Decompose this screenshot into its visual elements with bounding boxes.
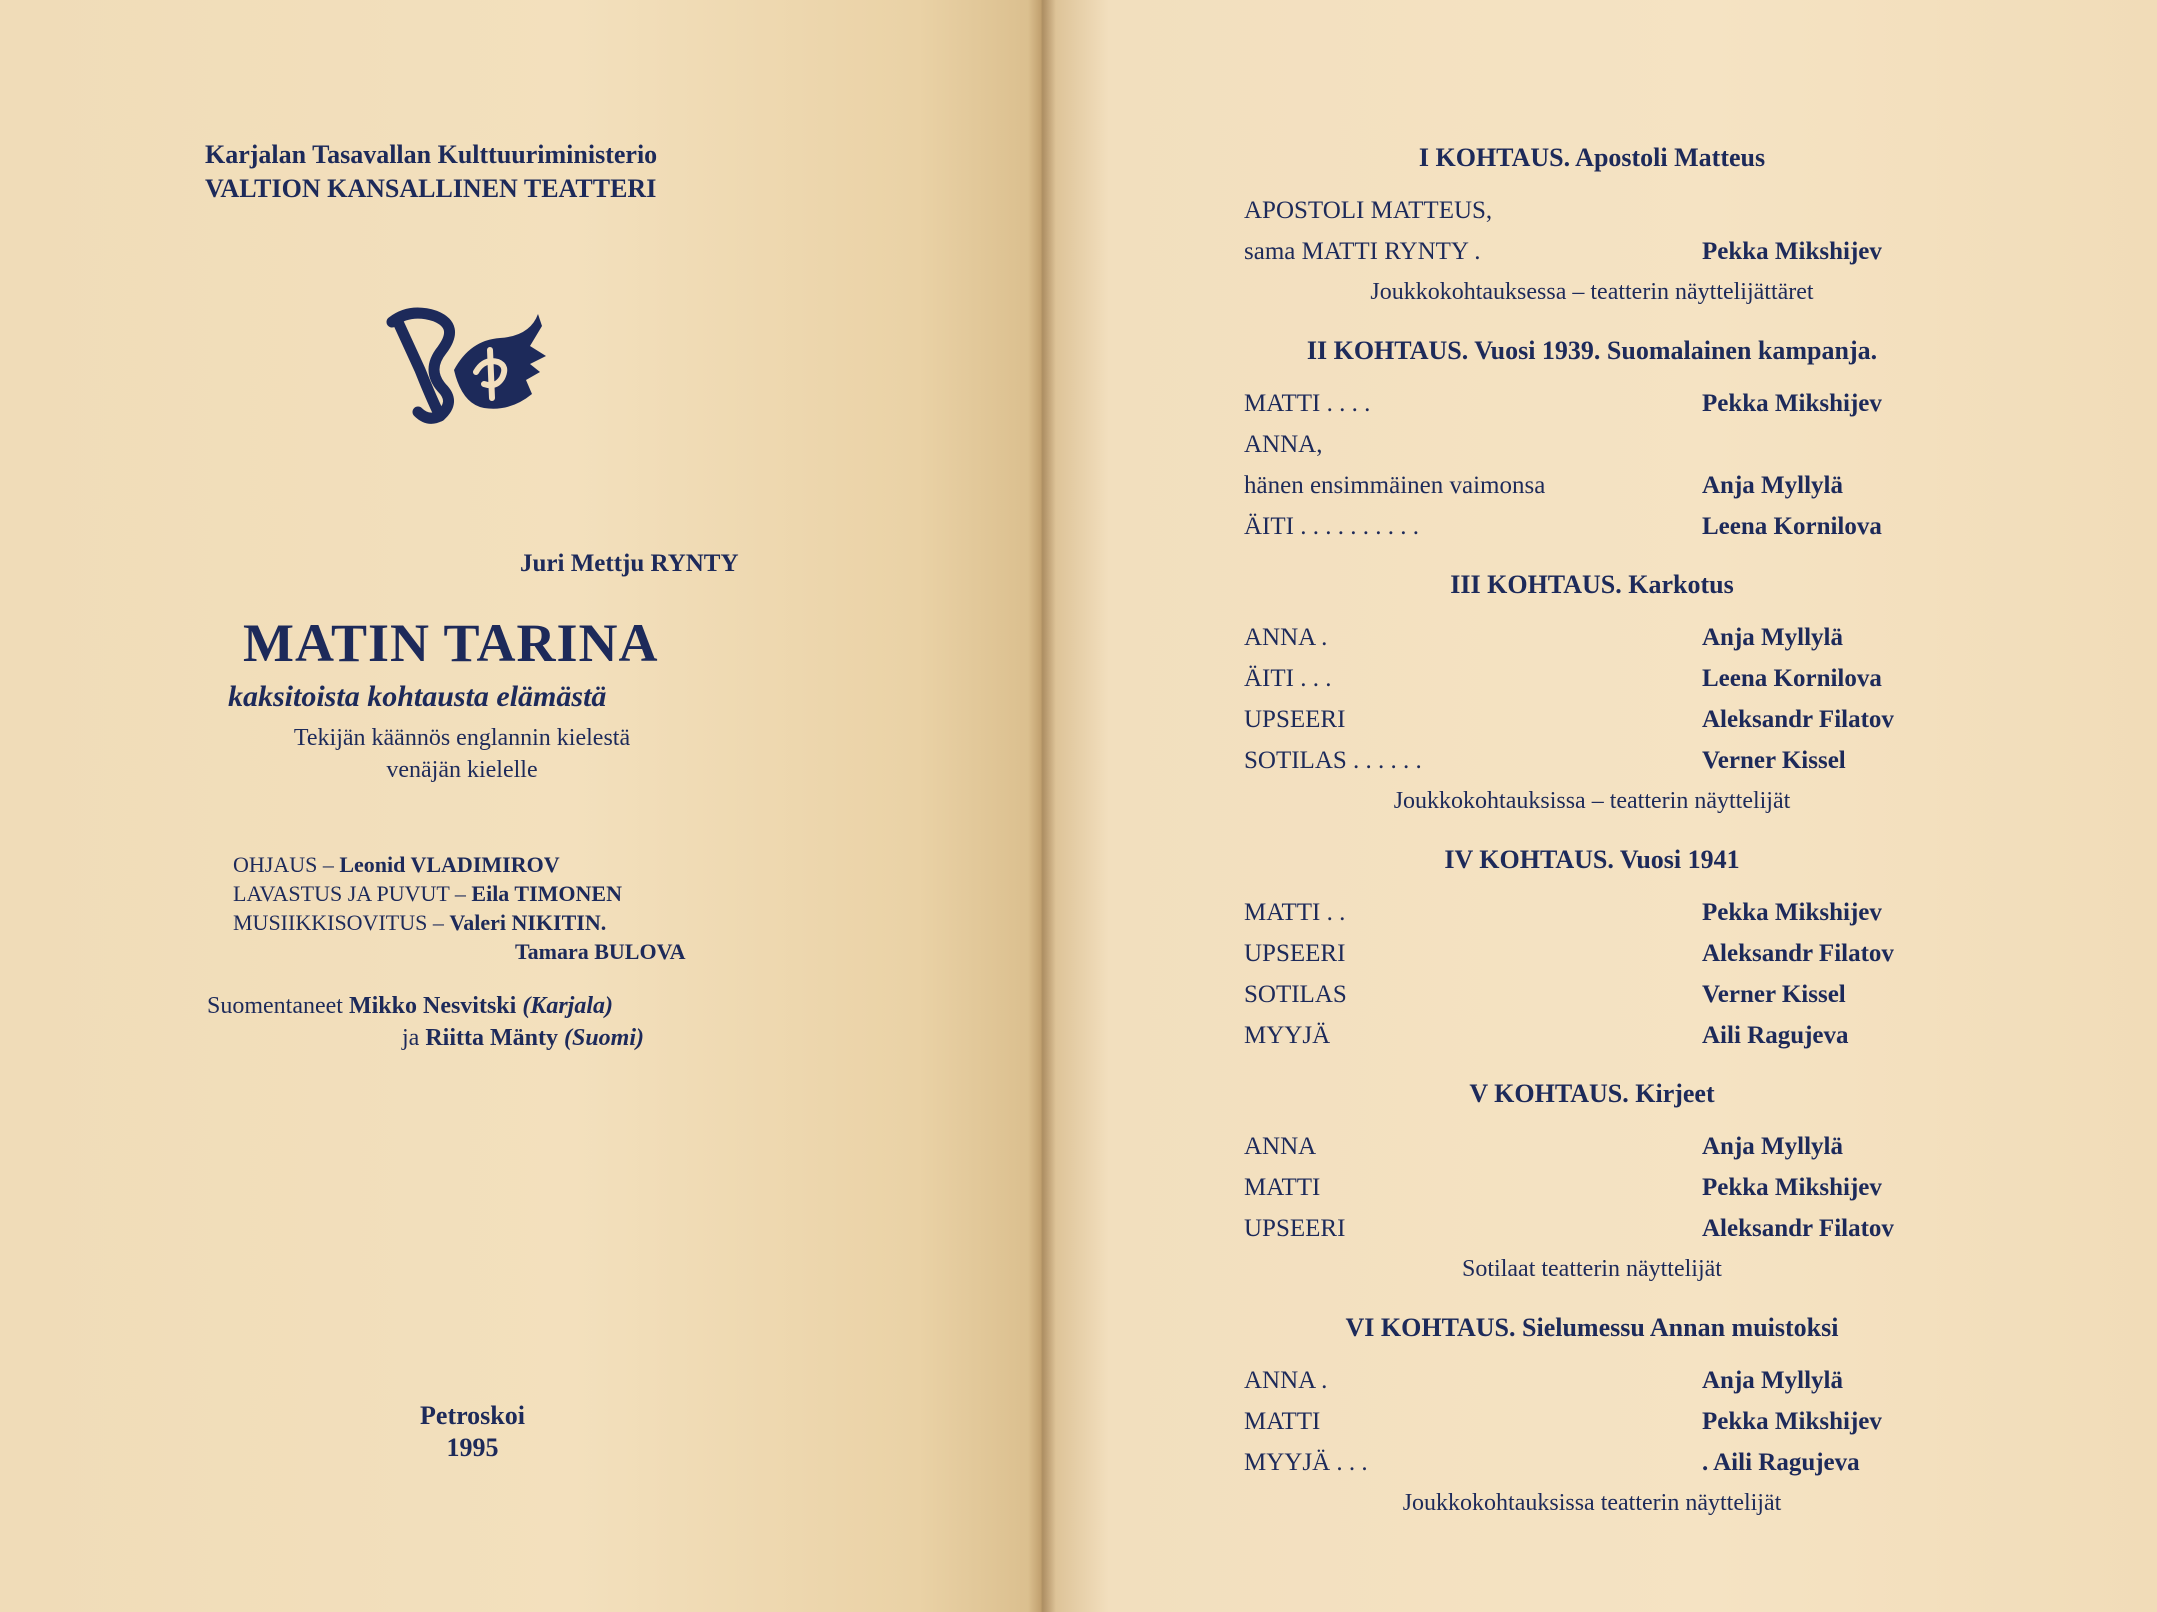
cast-row: [1242, 892, 1942, 933]
actor-name: Anja Myllylä: [1702, 624, 1843, 651]
scene-heading: II KOHTAUS. Vuosi 1939. Suomalainen kampanja.: [1306, 336, 1878, 365]
translation-note: [0, 722, 912, 786]
ministry-line-2: VALTION KANSALLINEN TEATTERI: [205, 174, 657, 203]
translators-line-2: [207, 1022, 644, 1054]
actor-name: Pekka Mikshijev: [1702, 1408, 1882, 1435]
translators-line-1: [207, 990, 644, 1022]
cast-row: [1242, 190, 1942, 231]
cast-row: [1242, 699, 1942, 740]
translation-note-line-1: Tekijän käännös englannin kielestä: [293, 725, 631, 751]
credit-line: [233, 908, 686, 937]
translator-2-origin: (Suomi): [563, 1025, 644, 1051]
credit-role: OHJAUS –: [233, 852, 334, 877]
role-name: MATTI . . . .: [1244, 390, 1371, 417]
book-gutter: [1028, 0, 1056, 1612]
actor-name: Anja Myllylä: [1702, 472, 1843, 499]
role-name: MATTI: [1244, 1408, 1321, 1435]
actor-name: Pekka Mikshijev: [1702, 390, 1882, 417]
scene-block: [1242, 1308, 1942, 1524]
credit-line: [233, 937, 686, 966]
actor-name: Leena Kornilova: [1702, 665, 1882, 692]
scene-note: Sotilaat teatterin näyttelijät: [1462, 1256, 1722, 1282]
role-name: ANNA .: [1244, 1367, 1328, 1394]
scene-block: [1242, 565, 1942, 822]
cast-row: [1242, 1360, 1942, 1401]
cast-row: [1242, 424, 1942, 465]
actor-name: Pekka Mikshijev: [1702, 238, 1882, 265]
role-name: APOSTOLI MATTEUS,: [1244, 197, 1493, 224]
publication-place: Petroskoi: [420, 1401, 525, 1430]
cast-row: [1242, 383, 1942, 424]
cast-row: [1242, 740, 1942, 781]
actor-name: Anja Myllylä: [1702, 1133, 1843, 1160]
role-name: SOTILAS . . . . . .: [1244, 747, 1422, 774]
scene-block: [1242, 138, 1942, 313]
theatre-emblem-icon: [380, 300, 550, 428]
actor-name: Aili Ragujeva: [1702, 1022, 1849, 1049]
production-credits: [233, 850, 686, 966]
role-name: UPSEERI: [1244, 706, 1346, 733]
actor-name: Aleksandr Filatov: [1702, 940, 1894, 967]
translator-1-name: Mikko Nesvitski: [348, 993, 517, 1019]
credit-name: Valeri NIKITIN.: [449, 910, 607, 935]
translators: [207, 990, 644, 1054]
actor-name: . Aili Ragujeva: [1702, 1449, 1860, 1476]
scene-block: [1242, 1074, 1942, 1290]
cast-row: [1242, 974, 1942, 1015]
actor-name: Aleksandr Filatov: [1702, 706, 1894, 733]
cast-row: [1242, 617, 1942, 658]
actor-name: Verner Kissel: [1702, 747, 1846, 774]
credit-name: Tamara BULOVA: [515, 939, 686, 964]
ministry-header: [205, 138, 657, 206]
translators-join: ja: [402, 1025, 420, 1051]
role-name: ANNA .: [1244, 624, 1328, 651]
role-name: hänen ensimmäinen vaimonsa: [1244, 472, 1546, 499]
cast-row: [1242, 465, 1942, 506]
translators-prefix: Suomentaneet: [207, 993, 343, 1019]
cast-row: [1242, 1015, 1942, 1056]
credit-name: Eila TIMONEN: [471, 881, 622, 906]
cast-row: [1242, 933, 1942, 974]
role-name: MATTI: [1244, 1174, 1321, 1201]
actor-name: Leena Kornilova: [1702, 513, 1882, 540]
scene-block: [1242, 331, 1942, 547]
scene-block: [1242, 840, 1942, 1056]
actor-name: Pekka Mikshijev: [1702, 1174, 1882, 1201]
scene-heading: I KOHTAUS. Apostoli Matteus: [1418, 143, 1766, 172]
credit-name: Leonid VLADIMIROV: [339, 852, 560, 877]
scene-note: Joukkokohtauksissa – teatterin näyttelijät: [1393, 788, 1791, 814]
credit-line: [233, 879, 686, 908]
scene-heading: III KOHTAUS. Karkotus: [1450, 570, 1734, 599]
cast-row: [1242, 658, 1942, 699]
role-name: UPSEERI: [1244, 1215, 1346, 1242]
cast-row: [1242, 1442, 1942, 1483]
scene-note: Joukkokohtauksissa teatterin näyttelijät: [1402, 1490, 1782, 1516]
role-name: MYYJÄ: [1244, 1022, 1331, 1049]
scene-note: Joukkokohtauksessa – teatterin näyttelijättäret: [1370, 279, 1814, 305]
credit-role: MUSIIKKISOVITUS –: [233, 910, 444, 935]
role-name: ANNA,: [1244, 431, 1323, 458]
actor-name: Aleksandr Filatov: [1702, 1215, 1894, 1242]
role-name: SOTILAS: [1244, 981, 1347, 1008]
scene-heading: V KOHTAUS. Kirjeet: [1469, 1079, 1715, 1108]
actor-name: Pekka Mikshijev: [1702, 899, 1882, 926]
actor-name: Anja Myllylä: [1702, 1367, 1843, 1394]
play-title: MATIN TARINA: [243, 613, 659, 673]
cast-row: [1242, 1126, 1942, 1167]
translator-1-origin: (Karjala): [522, 993, 613, 1019]
cast-list: [1242, 138, 1942, 1524]
play-subtitle: kaksitoista kohtausta elämästä: [228, 680, 607, 713]
scene-heading: VI KOHTAUS. Sielumessu Annan muistoksi: [1345, 1313, 1839, 1342]
role-name: MATTI . .: [1244, 899, 1346, 926]
publication-year: 1995: [446, 1433, 499, 1462]
ministry-line-1: Karjalan Tasavallan Kulttuuriministerio: [205, 140, 658, 169]
author-name: Juri Mettju RYNTY: [520, 550, 739, 577]
role-name: sama MATTI RYNTY .: [1244, 238, 1481, 265]
left-page: [0, 0, 1042, 1612]
cast-row: [1242, 1401, 1942, 1442]
publication-info: [0, 1400, 945, 1464]
cast-row: [1242, 231, 1942, 272]
role-name: ÄITI . . .: [1244, 665, 1332, 692]
role-name: ANNA: [1244, 1133, 1317, 1160]
translation-note-line-2: venäjän kielelle: [386, 757, 538, 783]
cast-row: [1242, 506, 1942, 547]
role-name: MYYJÄ . . .: [1244, 1449, 1368, 1476]
translator-2-name: Riitta Mänty: [425, 1025, 558, 1051]
role-name: UPSEERI: [1244, 940, 1346, 967]
credit-line: [233, 850, 686, 879]
scene-heading: IV KOHTAUS. Vuosi 1941: [1444, 845, 1740, 874]
credit-role: LAVASTUS JA PUVUT –: [233, 881, 466, 906]
role-name: ÄITI . . . . . . . . . .: [1244, 513, 1419, 540]
actor-name: Verner Kissel: [1702, 981, 1846, 1008]
cast-row: [1242, 1167, 1942, 1208]
cast-row: [1242, 1208, 1942, 1249]
